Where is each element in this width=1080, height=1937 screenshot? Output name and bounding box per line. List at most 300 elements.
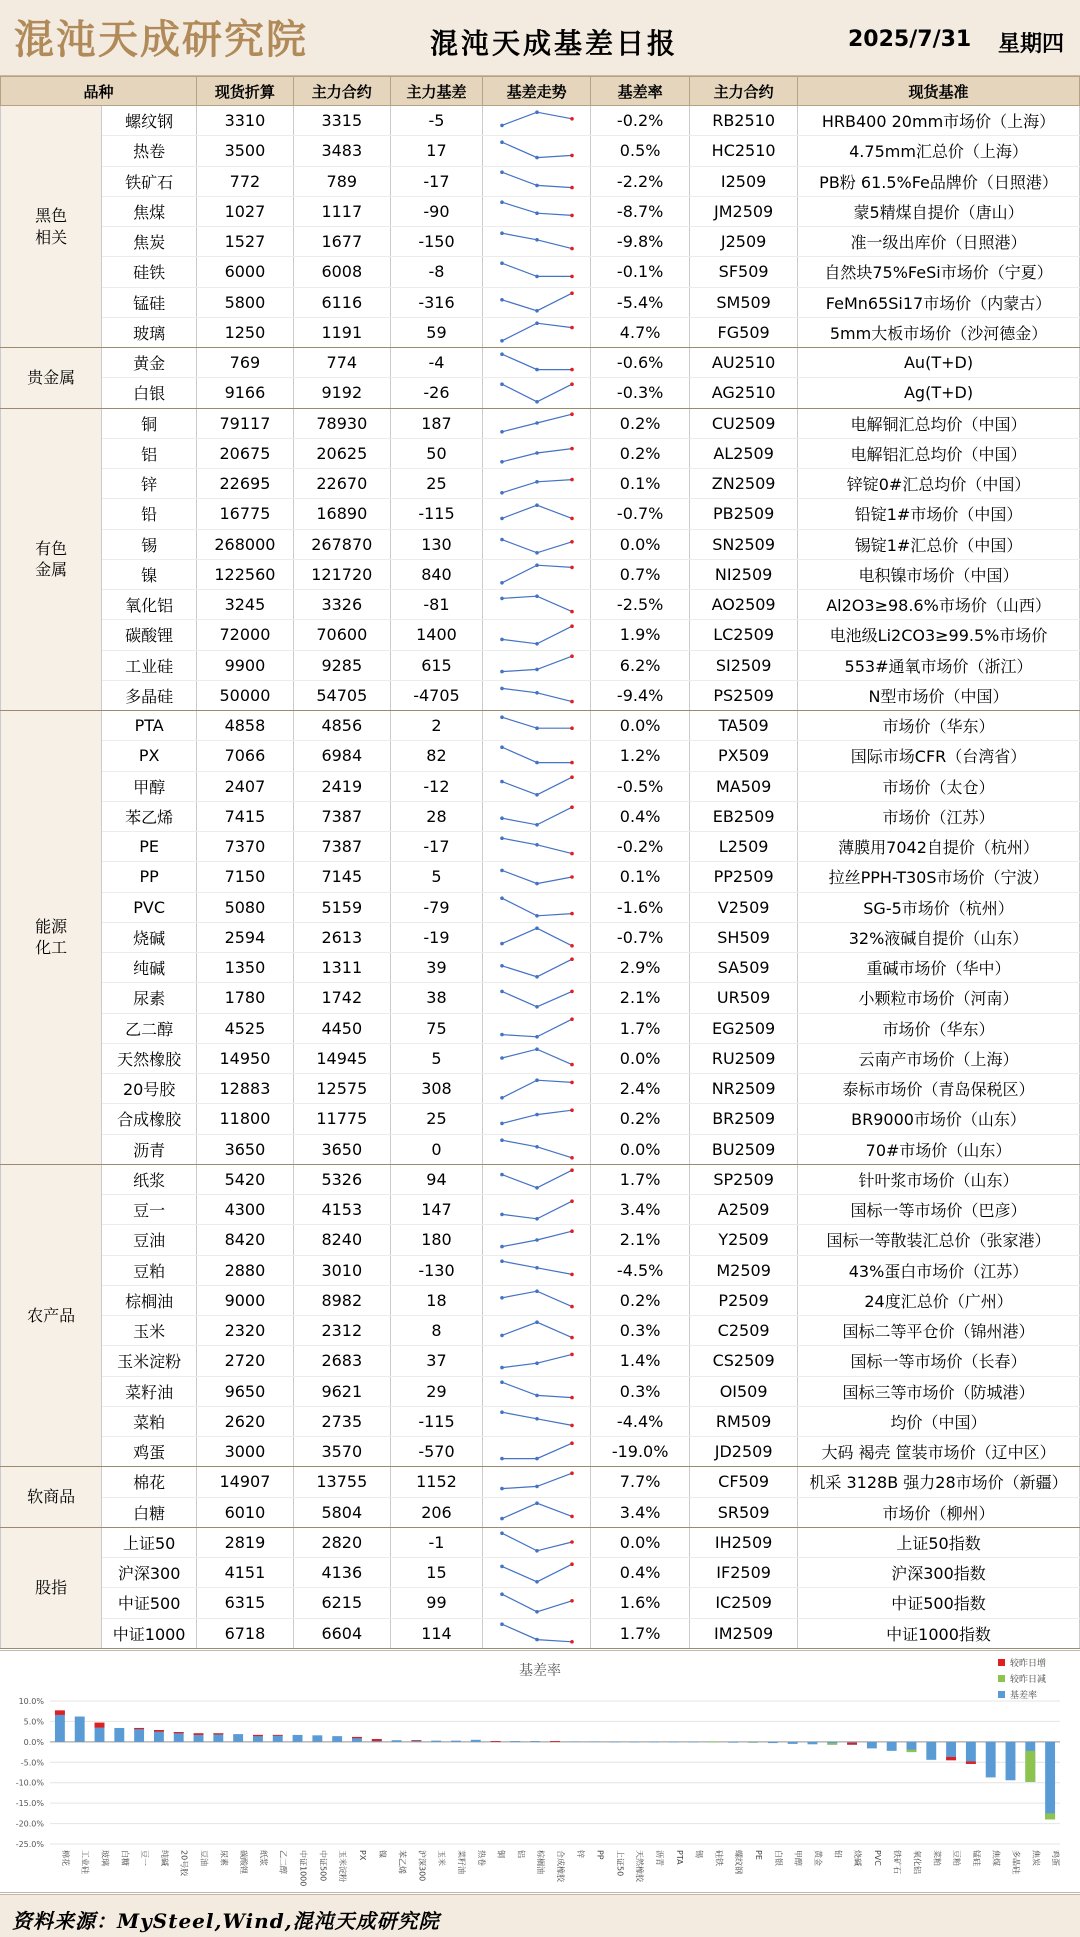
sparkline-chart	[492, 591, 582, 619]
spot-price: 9000	[196, 1285, 293, 1315]
variety-name: 20号胶	[102, 1074, 197, 1104]
basis-rate: 2.1%	[591, 983, 690, 1013]
sparkline-point	[535, 480, 539, 484]
variety-name: 豆一	[102, 1195, 197, 1225]
sparkline-point	[535, 1145, 539, 1149]
sparkline-line	[502, 929, 572, 947]
contract-code: ZN2509	[690, 469, 798, 499]
sparkline-point	[570, 326, 574, 330]
report-weekday: 星期四	[998, 32, 1065, 57]
sparkline-point	[535, 1417, 539, 1421]
basis-rate: -0.2%	[591, 106, 690, 136]
contract-price: 2683	[293, 1346, 390, 1376]
sparkline-point	[535, 238, 539, 242]
chart-svg	[0, 1651, 1080, 1894]
x-tick-label: 碳酸锂	[239, 1850, 249, 1874]
sparkline-chart	[492, 1044, 582, 1072]
spot-standard: 市场价（柳州）	[798, 1497, 1080, 1527]
spot-price: 3000	[196, 1437, 293, 1467]
variety-name: 鸡蛋	[102, 1437, 197, 1467]
sparkline-point	[570, 186, 574, 190]
table-row	[1, 559, 1080, 589]
contract-code: TA509	[690, 711, 798, 741]
spot-standard: 中证500指数	[798, 1588, 1080, 1618]
bar-basis-rate	[887, 1742, 897, 1751]
main-basis: 615	[390, 650, 482, 680]
table-row	[1, 862, 1080, 892]
variety-name: 工业硅	[102, 650, 197, 680]
trend	[483, 1285, 591, 1315]
variety-name: 铅	[102, 499, 197, 529]
sparkline-line	[502, 1594, 572, 1612]
spot-price: 5800	[196, 287, 293, 317]
table-row	[1, 1074, 1080, 1104]
sparkline-point	[570, 1424, 574, 1428]
sparkline-chart	[492, 1347, 582, 1375]
sparkline-point	[570, 1441, 574, 1445]
main-basis: -5	[390, 106, 482, 136]
contract-price: 6116	[293, 287, 390, 317]
sparkline-line	[502, 747, 572, 762]
sparkline-point	[535, 1502, 539, 1506]
sparkline-line	[502, 112, 572, 125]
variety-name: 沥青	[102, 1134, 197, 1164]
trend	[483, 559, 591, 589]
sparkline-chart	[492, 1317, 582, 1345]
sparkline-line	[502, 540, 572, 553]
sparkline-chart	[492, 1226, 582, 1254]
bar-basis-rate	[510, 1741, 520, 1742]
bar-increase	[213, 1733, 223, 1734]
variety-name: 氧化铝	[102, 590, 197, 620]
table-row	[1, 529, 1080, 559]
main-basis: -115	[390, 1406, 482, 1436]
table-row	[1, 499, 1080, 529]
contract-code: IF2509	[690, 1558, 798, 1588]
bar-increase	[491, 1741, 501, 1742]
bar-basis-rate	[669, 1742, 679, 1743]
sparkline-point	[535, 1048, 539, 1052]
sparkline-point	[570, 447, 574, 451]
sparkline-point	[500, 430, 504, 434]
spot-standard: 锡锭1#汇总价（中国）	[798, 529, 1080, 559]
contract-code: SM509	[690, 287, 798, 317]
spot-standard: HRB400 20mm市场价（上海）	[798, 106, 1080, 136]
main-basis: 2	[390, 711, 482, 741]
col-header-code: 主力合约	[690, 77, 798, 106]
contract-price: 3483	[293, 136, 390, 166]
x-tick-label: 纯碱	[159, 1850, 169, 1866]
x-tick-label: 尿素	[219, 1850, 229, 1866]
sparkline-point	[570, 1229, 574, 1233]
trend	[483, 650, 591, 680]
sparkline-point	[570, 1018, 574, 1022]
sparkline-line	[502, 1564, 572, 1582]
spot-price: 4858	[196, 711, 293, 741]
spot-standard: 大码 褐壳 筐装市场价（辽中区）	[798, 1437, 1080, 1467]
main-basis: 99	[390, 1588, 482, 1618]
x-tick-label: 氧化铝	[912, 1850, 922, 1874]
bar-basis-rate	[629, 1742, 639, 1743]
contract-price: 20625	[293, 438, 390, 468]
variety-name: 铁矿石	[102, 166, 197, 196]
bar-basis-rate	[808, 1742, 818, 1744]
sparkline-point	[535, 761, 539, 765]
contract-code: RB2510	[690, 106, 798, 136]
main-basis: 38	[390, 983, 482, 1013]
spot-price: 2594	[196, 922, 293, 952]
basis-rate: 0.2%	[591, 408, 690, 438]
sparkline-point	[535, 823, 539, 827]
variety-name: 碳酸锂	[102, 620, 197, 650]
trend	[483, 287, 591, 317]
sparkline-chart	[492, 1589, 582, 1617]
table-row	[1, 832, 1080, 862]
table-row	[1, 1497, 1080, 1527]
table-row	[1, 1134, 1080, 1164]
spot-standard: Ag(T+D)	[798, 378, 1080, 408]
sparkline-point	[570, 367, 574, 371]
contract-price: 12575	[293, 1074, 390, 1104]
sparkline-point	[500, 687, 504, 691]
main-basis: 8	[390, 1316, 482, 1346]
contract-price: 7387	[293, 832, 390, 862]
variety-name: 白银	[102, 378, 197, 408]
trend	[483, 438, 591, 468]
table-row	[1, 196, 1080, 226]
sparkline-line	[502, 1201, 572, 1219]
bar-basis-rate	[1045, 1742, 1055, 1820]
table-row	[1, 378, 1080, 408]
contract-code: HC2510	[690, 136, 798, 166]
sparkline-chart	[492, 318, 582, 346]
variety-name: 玻璃	[102, 317, 197, 347]
variety-name: 铜	[102, 408, 197, 438]
main-basis: 5	[390, 1043, 482, 1073]
sparkline-point	[500, 1623, 504, 1627]
x-tick-label: PX	[357, 1850, 367, 1861]
sparkline-point	[500, 491, 504, 495]
sparkline-point	[500, 1057, 504, 1061]
main-basis: 114	[390, 1618, 482, 1648]
spot-standard: 小颗粒市场价（河南）	[798, 983, 1080, 1013]
table-row	[1, 1225, 1080, 1255]
contract-price: 16890	[293, 499, 390, 529]
table-row	[1, 680, 1080, 710]
spot-standard: 薄膜用7042自提价（杭州）	[798, 832, 1080, 862]
trend	[483, 801, 591, 831]
x-tick-label: PVC	[872, 1850, 882, 1866]
spot-standard: 市场价（太仓）	[798, 771, 1080, 801]
x-tick-label: 20号胶	[179, 1850, 189, 1877]
sparkline-point	[500, 1260, 504, 1264]
group-label: 黑色 相关	[1, 106, 102, 348]
trend	[483, 166, 591, 196]
spot-price: 1350	[196, 953, 293, 983]
contract-price: 3315	[293, 106, 390, 136]
basis-rate: 2.4%	[591, 1074, 690, 1104]
trend	[483, 1588, 591, 1618]
sparkline-point	[500, 596, 504, 600]
bar-increase	[154, 1730, 164, 1732]
sparkline-point	[570, 292, 574, 296]
variety-name: 乙二醇	[102, 1013, 197, 1043]
contract-price: 1117	[293, 196, 390, 226]
contract-code: BU2509	[690, 1134, 798, 1164]
sparkline-point	[500, 460, 504, 464]
spot-standard: 电池级Li2CO3≥99.5%市场价	[798, 620, 1080, 650]
spot-price: 14950	[196, 1043, 293, 1073]
variety-name: 铝	[102, 438, 197, 468]
sparkline-point	[500, 1532, 504, 1536]
sparkline-point	[535, 274, 539, 278]
variety-name: 锌	[102, 469, 197, 499]
contract-price: 774	[293, 348, 390, 378]
table-row	[1, 1527, 1080, 1557]
table-row	[1, 1255, 1080, 1285]
bar-increase	[273, 1735, 283, 1736]
bar-basis-rate	[332, 1736, 342, 1742]
basis-rate: 1.7%	[591, 1013, 690, 1043]
bar-basis-rate	[986, 1742, 996, 1778]
sparkline-chart	[492, 379, 582, 407]
sparkline-line	[502, 991, 572, 1006]
spot-standard: FeMn65Si17市场价（内蒙古）	[798, 287, 1080, 317]
main-basis: 59	[390, 317, 482, 347]
sparkline-point	[535, 691, 539, 695]
contract-code: IH2509	[690, 1527, 798, 1557]
sparkline-point	[500, 261, 504, 265]
variety-name: 上证50	[102, 1527, 197, 1557]
contract-code: OI509	[690, 1376, 798, 1406]
trend	[483, 257, 591, 287]
spot-standard: Al2O3≥98.6%市场价（山西）	[798, 590, 1080, 620]
legend-label: 基差率	[1010, 1691, 1038, 1701]
trend	[483, 106, 591, 136]
trend	[483, 1164, 591, 1194]
sparkline-line	[502, 293, 572, 311]
spot-standard: 市场价（江苏）	[798, 801, 1080, 831]
bar-basis-rate	[431, 1741, 441, 1742]
sparkline-point	[570, 776, 574, 780]
sparkline-chart	[492, 409, 582, 437]
x-tick-label: 纸浆	[258, 1850, 268, 1866]
contract-price: 3650	[293, 1134, 390, 1164]
sparkline-line	[502, 1322, 572, 1337]
variety-name: 甲醇	[102, 771, 197, 801]
main-basis: 37	[390, 1346, 482, 1376]
sparkline-point	[535, 156, 539, 160]
x-tick-label: 菜籽油	[456, 1850, 466, 1874]
x-tick-label: 豆一	[140, 1850, 150, 1866]
bar-basis-rate	[768, 1742, 778, 1743]
spot-price: 1027	[196, 196, 293, 226]
contract-code: C2509	[690, 1316, 798, 1346]
sparkline-chart	[492, 1135, 582, 1163]
contract-code: M2509	[690, 1255, 798, 1285]
table-row	[1, 711, 1080, 741]
sparkline-point	[570, 117, 574, 121]
bar-basis-rate	[451, 1741, 461, 1742]
main-basis: -570	[390, 1437, 482, 1467]
spot-standard: 市场价（华东）	[798, 711, 1080, 741]
contract-code: NR2509	[690, 1074, 798, 1104]
sparkline-point	[535, 882, 539, 886]
spot-price: 3310	[196, 106, 293, 136]
spot-price: 6010	[196, 1497, 293, 1527]
basis-rate: 2.1%	[591, 1225, 690, 1255]
main-basis: 94	[390, 1164, 482, 1194]
contract-price: 9621	[293, 1376, 390, 1406]
sparkline-chart	[492, 712, 582, 740]
sparkline-point	[500, 715, 504, 719]
sparkline-point	[535, 503, 539, 507]
spot-price: 12883	[196, 1074, 293, 1104]
sparkline-point	[535, 1456, 539, 1460]
contract-price: 5159	[293, 892, 390, 922]
contract-code: V2509	[690, 892, 798, 922]
basis-rate: 1.2%	[591, 741, 690, 771]
table-row	[1, 620, 1080, 650]
sparkline-point	[500, 637, 504, 641]
x-tick-label: 合成橡胶	[556, 1850, 565, 1882]
main-basis: -17	[390, 166, 482, 196]
basis-rate: -2.5%	[591, 590, 690, 620]
table-row	[1, 1437, 1080, 1467]
contract-price: 2735	[293, 1406, 390, 1436]
sparkline-point	[500, 1487, 504, 1491]
basis-rate: 1.4%	[591, 1346, 690, 1376]
data-source: 资料来源：MySteel,Wind,混沌天成研究院	[12, 1909, 440, 1933]
spot-price: 2819	[196, 1527, 293, 1557]
spot-standard: 自然块75%FeSi市场价（宁夏）	[798, 257, 1080, 287]
sparkline-point	[570, 624, 574, 628]
spot-price: 3245	[196, 590, 293, 620]
sparkline-point	[500, 1517, 504, 1521]
spot-price: 7370	[196, 832, 293, 862]
contract-price: 11775	[293, 1104, 390, 1134]
spot-price: 2880	[196, 1255, 293, 1285]
sparkline-line	[502, 1354, 572, 1367]
table-row	[1, 1104, 1080, 1134]
sparkline-chart	[492, 167, 582, 195]
group-label: 软商品	[1, 1467, 102, 1528]
sparkline-point	[500, 1173, 504, 1177]
x-tick-label: 焦煤	[991, 1850, 1001, 1866]
y-tick-label: -25.0%	[15, 1840, 44, 1849]
spot-price: 3650	[196, 1134, 293, 1164]
contract-price: 8982	[293, 1285, 390, 1315]
trend	[483, 862, 591, 892]
spot-price: 2620	[196, 1406, 293, 1436]
sparkline-point	[500, 989, 504, 993]
sparkline-point	[570, 1305, 574, 1309]
basis-rate: 0.0%	[591, 1043, 690, 1073]
bar-basis-rate	[609, 1742, 619, 1743]
spot-price: 6315	[196, 1588, 293, 1618]
sparkline-chart	[492, 1105, 582, 1133]
contract-code: PS2509	[690, 680, 798, 710]
basis-rate: 0.3%	[591, 1376, 690, 1406]
contract-code: UR509	[690, 983, 798, 1013]
main-basis: 0	[390, 1134, 482, 1164]
bar-basis-rate	[312, 1735, 322, 1742]
bar-increase	[352, 1737, 362, 1738]
contract-code: CS2509	[690, 1346, 798, 1376]
sparkline-point	[535, 1005, 539, 1009]
trend	[483, 1013, 591, 1043]
bar-increase	[372, 1739, 382, 1741]
y-tick-label: -20.0%	[15, 1819, 44, 1829]
x-tick-label: 苯乙烯	[397, 1850, 407, 1874]
contract-price: 4136	[293, 1558, 390, 1588]
x-tick-label: 白糖	[120, 1850, 130, 1866]
main-basis: 187	[390, 408, 482, 438]
contract-price: 1191	[293, 317, 390, 347]
sparkline-chart	[492, 107, 582, 135]
basis-rate: 0.4%	[591, 1558, 690, 1588]
main-basis: 17	[390, 136, 482, 166]
x-tick-label: 玉米	[437, 1850, 447, 1866]
contract-code: RM509	[690, 1406, 798, 1436]
x-tick-label: 上证50	[615, 1850, 625, 1877]
bar-basis-rate	[233, 1734, 243, 1742]
variety-name: 白糖	[102, 1497, 197, 1527]
x-tick-label: 锰硅	[971, 1850, 981, 1866]
main-basis: 840	[390, 559, 482, 589]
trend	[483, 1195, 591, 1225]
main-basis: 147	[390, 1195, 482, 1225]
spot-price: 9650	[196, 1376, 293, 1406]
x-tick-label: 白银	[773, 1850, 783, 1866]
sparkline-chart	[492, 1075, 582, 1103]
basis-rate: -19.0%	[591, 1437, 690, 1467]
basis-rate: -2.2%	[591, 166, 690, 196]
bar-increase	[174, 1732, 184, 1733]
main-basis: 5	[390, 862, 482, 892]
sparkline-line	[502, 566, 572, 584]
sparkline-point	[570, 875, 574, 879]
basis-rate: -8.7%	[591, 196, 690, 226]
sparkline-point	[570, 382, 574, 386]
x-tick-label: PTA	[674, 1850, 684, 1865]
contract-code: SH509	[690, 922, 798, 952]
sparkline-point	[500, 1121, 504, 1125]
spot-standard: 均价（中国）	[798, 1406, 1080, 1436]
basis-rate: -1.6%	[591, 892, 690, 922]
sparkline-point	[535, 400, 539, 404]
x-tick-label: 沪深300	[417, 1850, 427, 1882]
trend	[483, 1467, 591, 1497]
basis-rate: 3.4%	[591, 1195, 690, 1225]
spot-price: 4525	[196, 1013, 293, 1043]
bar-basis-rate	[154, 1730, 164, 1742]
spot-standard: 上证50指数	[798, 1527, 1080, 1557]
trend	[483, 832, 591, 862]
table-row	[1, 1558, 1080, 1588]
sparkline-point	[535, 564, 539, 568]
sparkline-point	[535, 1113, 539, 1117]
spot-price: 5080	[196, 892, 293, 922]
contract-price: 4450	[293, 1013, 390, 1043]
basis-rate: 4.7%	[591, 317, 690, 347]
sparkline-point	[570, 540, 574, 544]
variety-name: 锰硅	[102, 287, 197, 317]
x-tick-label: 甲醇	[793, 1850, 803, 1866]
report-footer	[0, 1894, 1080, 1937]
sparkline-line	[502, 1019, 572, 1037]
main-basis: 308	[390, 1074, 482, 1104]
